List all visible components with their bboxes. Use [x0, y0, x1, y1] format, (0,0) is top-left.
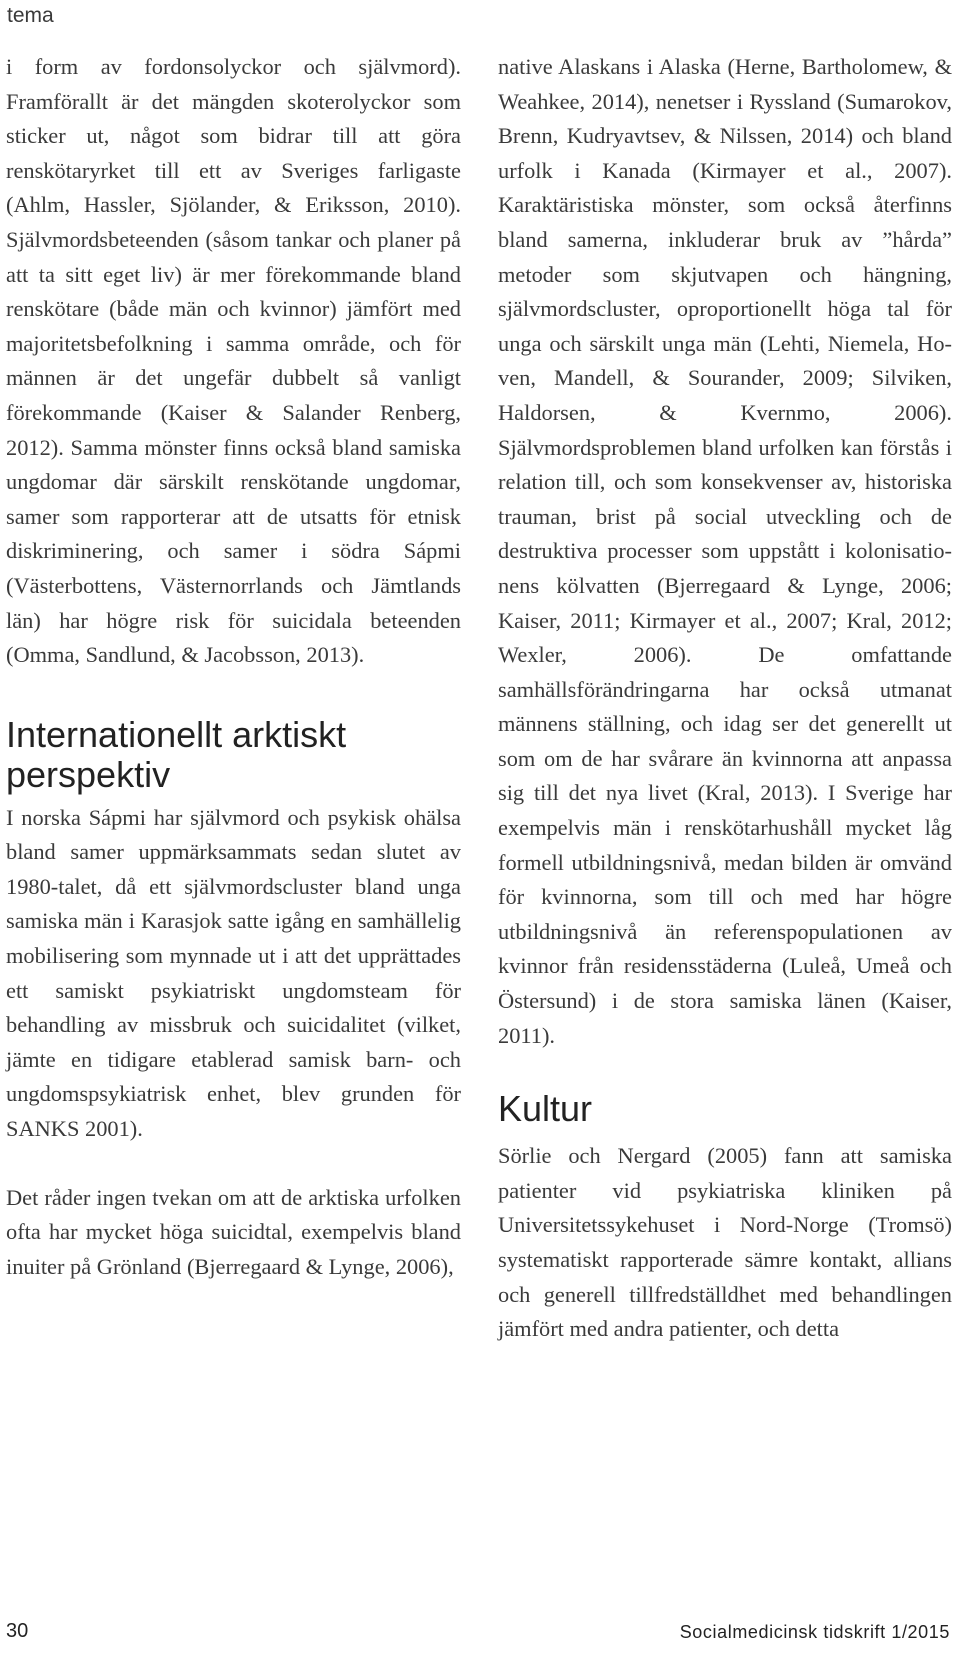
page-number: 30 [6, 1620, 29, 1642]
right-column [498, 50, 952, 1347]
body-paragraph: native Alaskans i Alaska (Herne, Bartholomew, & Weahkee, 2014), nenetser i Ryssland (Sumarokov, Brenn, Kudryavtsev, & Nilssen, 2014) och bland urfolk i Kanada (Kirmayer et al., 2007). Karaktäristiska mönster, som också återfinns bland samerna, inkluderar bruk av ”hårda” metoder som skjutvapen och hängning, självmordscluster, oproportionellt höga tal för unga och särskilt unga män (Lehti, Niemela, Hoven, Mandell, & Sourander, 2009; Silviken, Haldorsen, & Kvernmo, 2006). Självmordsproblemen bland urfolken kan förstås i relation till, och som konsekvenser av, historiska trauman, brist på social utveckling och de destruktiva processer som uppstått i kolonisationens kölvatten (Bjerregaard & Lynge, 2006; Kaiser, 2011; Kirmayer et al., 2007; Kral, 2012; Wexler, 2006). De omfattande samhällsförändringarna har också utmanat männens ställning, och idag ser det generellt ut som om de har svårare än kvinnorna att anpassa sig till det nya livet (Kral, 2013). I Sverige har exempelvis män i renskötarhushåll mycket låg formell utbildningsnivå, medan bilden är omvänd för kvinnorna, som till och med har högre utbildningsnivå än referenspopulationen av kvinnor från residensstäderna (Luleå, Umeå och Östersund) i de stora samiska länen (Kaiser, 2011). [498, 54, 952, 1048]
journal-name: Socialmedicinsk tidskrift 1/2015 [679, 1622, 950, 1642]
body-paragraph: i form av fordonsolyckor och självmord). Framförallt är det mängden skoterolyckor som sticker ut, något som bidrar till att göra renskötaryrket till ett av Sveriges farligaste (Ahlm, Hassler, Sjölander, & Eriksson, 2010). Självmordsbeteenden (såsom tankar och planer på att ta sitt eget liv) är mer förekommande bland renskötare (både män och kvinnor) jämfört med majoritetsbefolkning i samma område, och för männen är det ungefär dubbelt så vanligt förekommande (Kaiser & Salander Renberg, 2012). Samma mönster finns också bland samiska ungdomar där särskilt renskötande ungdomar, samer som rapporterar att de utsatts för etnisk diskriminering, och samer i södra Sápmi (Västerbottens, Västernorrlands och Jämtlands län) har högre risk för suicidala beteenden (Omma, Sandlund, & Jacobsson, 2013). [6, 54, 461, 668]
left-column [6, 50, 461, 1284]
body-paragraph: Det råder ingen tvekan om att de arktiska urfolken ofta har mycket höga suicidtal, exempelvis bland inuiter på Grönland (Bjerregaard & Lynge, 2006), [6, 1184, 461, 1279]
paragraph-gap [6, 1147, 461, 1181]
body-paragraph: Sörlie och Nergard (2005) fann att samiska patienter vid psykiatriska kliniken på Universitetssykehuset i Nord-Norge (Tromsö) systematiskt rapporterade sämre kontakt, allians och generell tillfredställdhet med behandlingen jämfört med andra patienter, och detta [498, 1143, 952, 1342]
section-heading: Kultur [498, 1088, 593, 1130]
section-heading: Internationellt arktiskt perspektiv [6, 713, 347, 795]
section-tag: tema [7, 4, 54, 27]
body-paragraph: I norska Sápmi har självmord och psykisk ohälsa bland samer uppmärksammats sedan slutet av 1980-talet, då ett självmordscluster bland unga samiska män i Karasjok satte igång en samhällelig mobilisering som mynnade ut i att det upprättades ett samiskt psykiatriskt ungdomsteam för behandling av missbruk och suicidalitet (vilket, jämte en tidigare etablerad samisk barn- och ungdomspsykiatrisk enhet, blev grunden för SANKS 2001). [6, 804, 461, 1142]
